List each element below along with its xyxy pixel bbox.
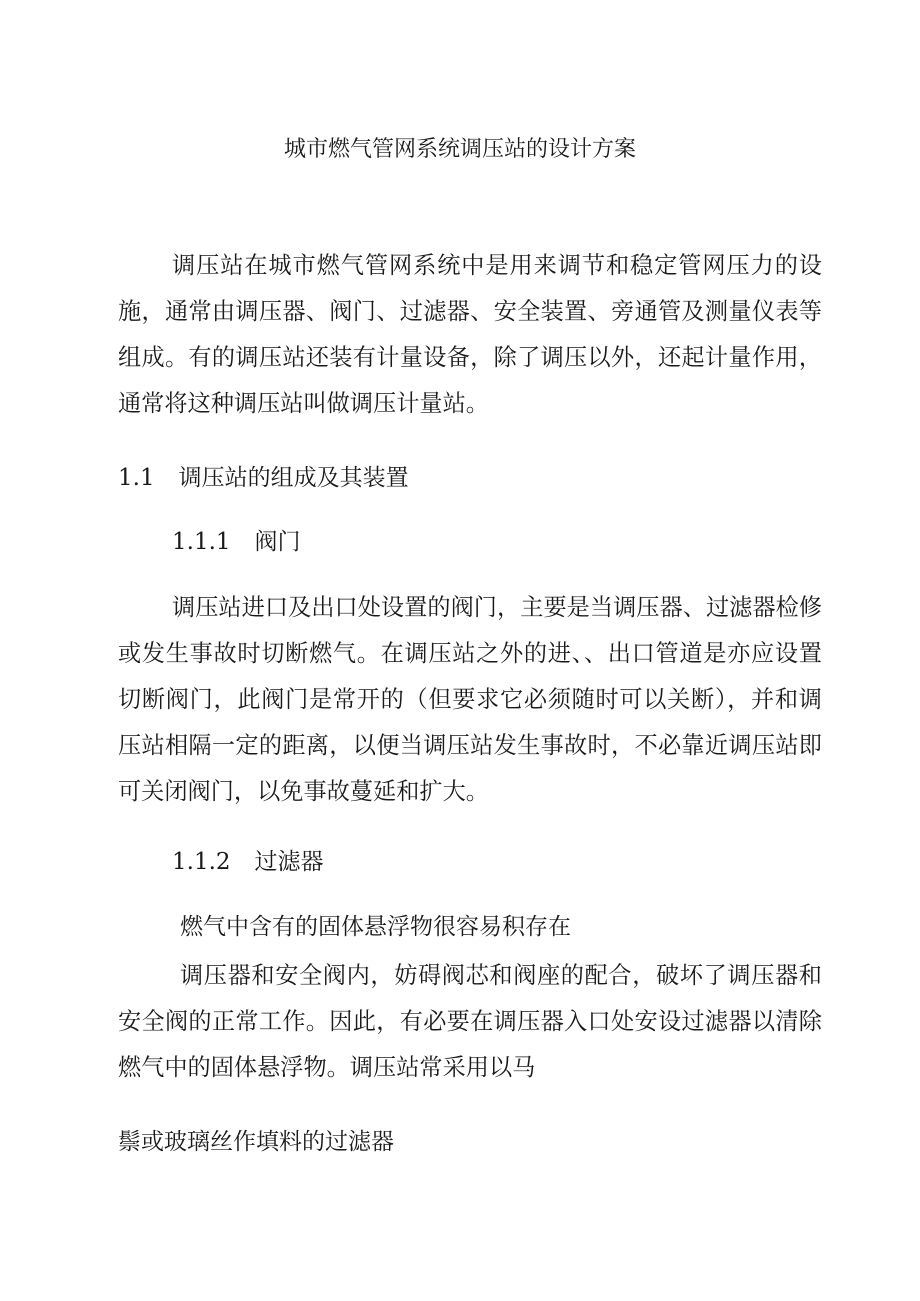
section-heading-1-1-1 — [172, 526, 301, 558]
valve-paragraph: 调压站进口及出口处设置的阀门，主要是当调压器、过滤器检修或发生事故时切断燃气。在调压站之外的进、、出口管道是亦应设置切断阀门，此阀门是常开的（但要求它必须随时可以关断），并和调压站相隔一定的距离，以便当调压站发生事故时，不必靠近调压站即可关闭阀门，以免事故蔓延和扩大。 — [118, 594, 822, 805]
section-title: 阀门 — [254, 529, 301, 555]
section-number: 1.1.1 — [172, 529, 231, 555]
intro-paragraph: 调压站在城市燃气管网系统中是用来调节和稳定管网压力的设施，通常由调压器、阀门、过滤器、安全装置、旁通管及测量仪表等组成。有的调压站还装有计量设备，除了调压以外，还起计量作用，通常将这种调压站叫做调压计量站。 — [118, 252, 822, 417]
filter-last-line: 鬃或玻璃丝作填料的过滤器 — [118, 1129, 394, 1155]
page-title: 城市燃气管网系统调压站的设计方案 — [283, 137, 636, 162]
section-number: 1.1 — [118, 465, 155, 491]
section-number: 1.1.2 — [172, 849, 231, 875]
section-title: 调压站的组成及其装置 — [178, 465, 409, 491]
filter-line-1: 燃气中含有的固体悬浮物很容易积存在 — [180, 914, 571, 940]
section-heading-1-1 — [118, 462, 409, 494]
section-title: 过滤器 — [254, 849, 324, 875]
filter-paragraph: 调压器和安全阀内，妨碍阀芯和阀座的配合，破坏了调压器和安全阀的正常工作。因此，有必要在调压器入口处安设过滤器以清除燃气中的固体悬浮物。调压站常采用以马 — [118, 962, 822, 1081]
section-heading-1-1-2 — [172, 846, 324, 878]
